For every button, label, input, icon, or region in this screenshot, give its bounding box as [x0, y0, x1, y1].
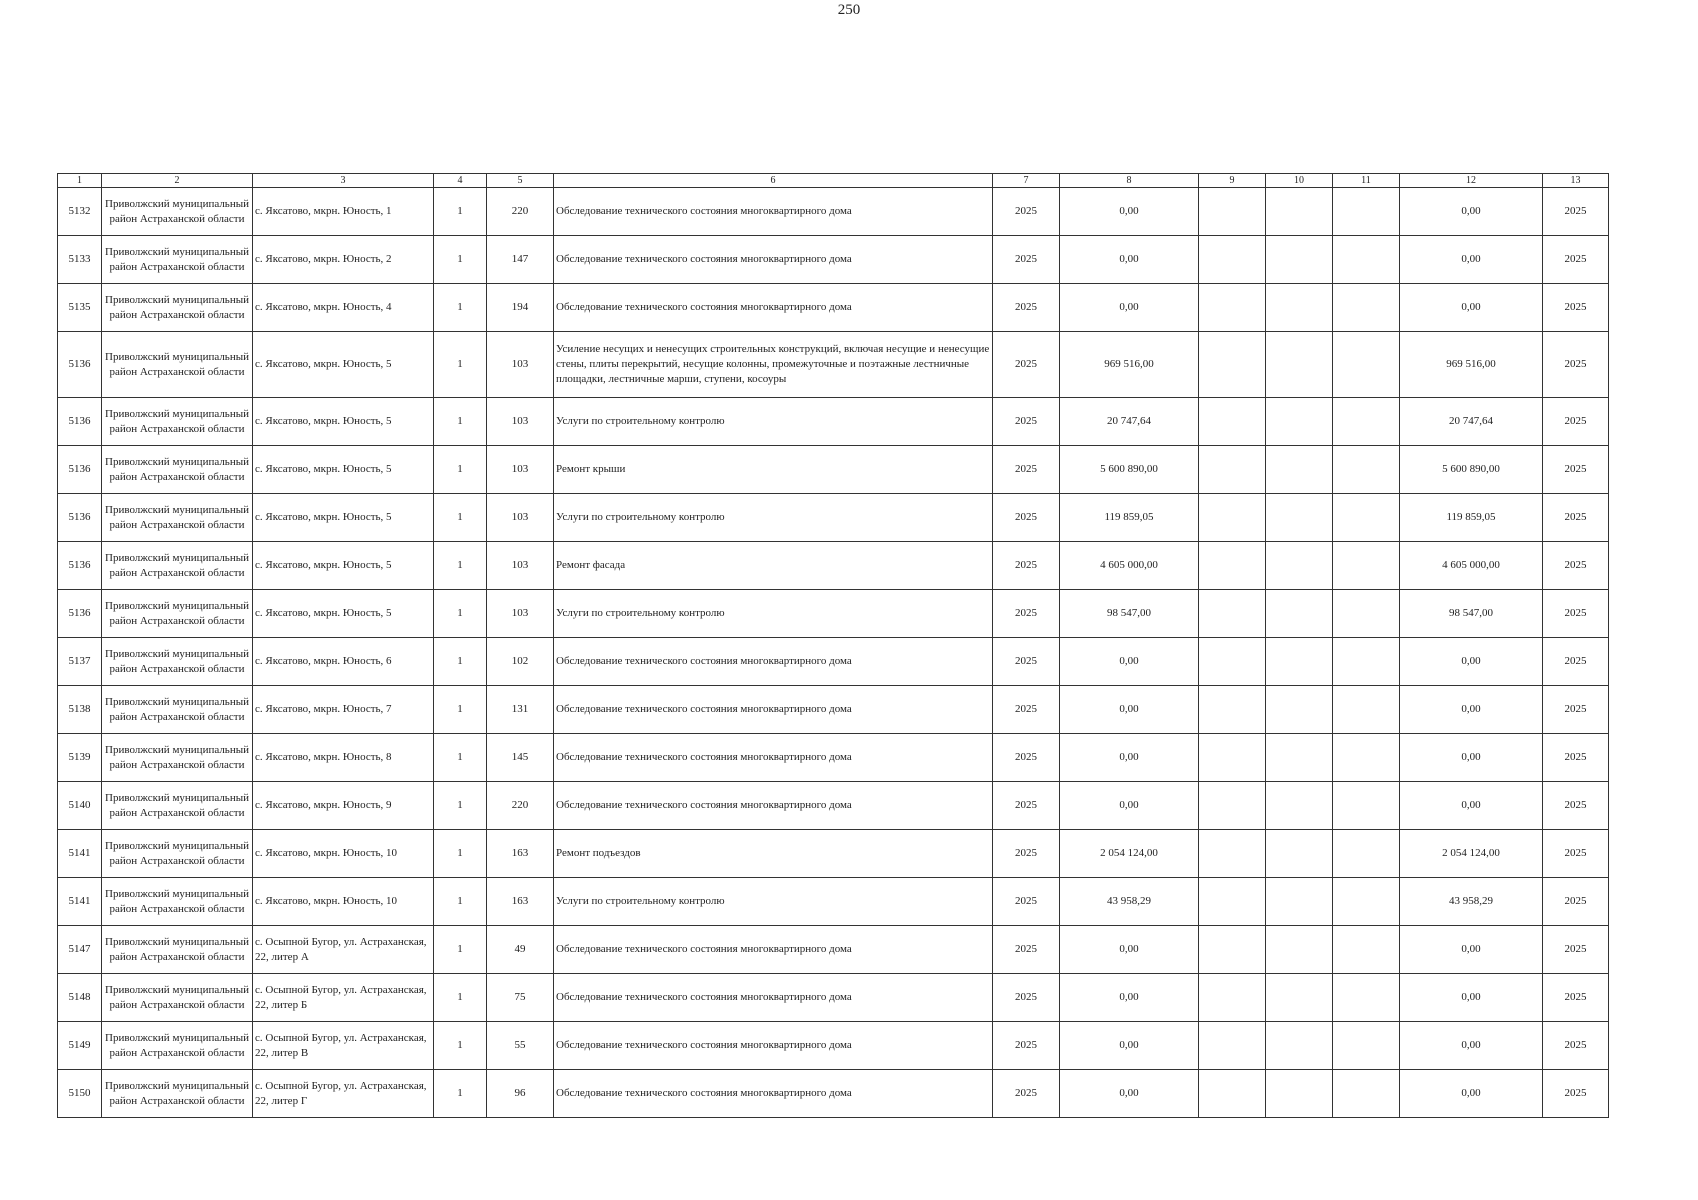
col9-cell [1199, 236, 1266, 284]
work-type-cell: Услуги по строительному контролю [554, 494, 993, 542]
work-type-cell: Обследование технического состояния многоквартирного дома [554, 284, 993, 332]
table-row [58, 638, 1609, 686]
work-type-cell: Обследование технического состояния многоквартирного дома [554, 926, 993, 974]
address-cell: с. Осыпной Бугор, ул. Астраханская, 22, литер А [253, 926, 434, 974]
column-header: 9 [1199, 174, 1266, 188]
record-id-cell: 5136 [58, 398, 102, 446]
col4-cell: 1 [434, 236, 487, 284]
year-cell: 2025 [993, 590, 1060, 638]
record-id-cell: 5150 [58, 1070, 102, 1118]
work-type-cell: Обследование технического состояния многоквартирного дома [554, 188, 993, 236]
municipality-cell: Приволжский муниципальный район Астраханской области [102, 236, 253, 284]
col10-cell [1266, 446, 1333, 494]
col11-cell [1333, 1022, 1400, 1070]
cost-cell: 0,00 [1060, 236, 1199, 284]
municipality-cell: Приволжский муниципальный район Астраханской области [102, 188, 253, 236]
col11-cell [1333, 686, 1400, 734]
year-cell: 2025 [993, 1022, 1060, 1070]
col5-cell: 96 [487, 1070, 554, 1118]
municipality-cell: Приволжский муниципальный район Астраханской области [102, 1022, 253, 1070]
cost-cell: 969 516,00 [1060, 332, 1199, 398]
year-cell: 2025 [993, 188, 1060, 236]
municipality-cell: Приволжский муниципальный район Астраханской области [102, 284, 253, 332]
year-cell: 2025 [993, 782, 1060, 830]
year-cell: 2025 [993, 734, 1060, 782]
col10-cell [1266, 638, 1333, 686]
table-row [58, 398, 1609, 446]
col4-cell: 1 [434, 638, 487, 686]
municipality-cell: Приволжский муниципальный район Астраханской области [102, 398, 253, 446]
year-cell: 2025 [993, 332, 1060, 398]
year-cell: 2025 [993, 542, 1060, 590]
record-id-cell: 5133 [58, 236, 102, 284]
table-row [58, 782, 1609, 830]
record-id-cell: 5148 [58, 974, 102, 1022]
cost-cell: 5 600 890,00 [1060, 446, 1199, 494]
cost-cell: 20 747,64 [1060, 398, 1199, 446]
col9-cell [1199, 686, 1266, 734]
col10-cell [1266, 782, 1333, 830]
amount-cell: 0,00 [1400, 1070, 1543, 1118]
amount-cell: 0,00 [1400, 686, 1543, 734]
cost-cell: 0,00 [1060, 734, 1199, 782]
completion-year-cell: 2025 [1543, 494, 1609, 542]
cost-cell: 0,00 [1060, 782, 1199, 830]
table-row [58, 974, 1609, 1022]
address-cell: с. Яксатово, мкрн. Юность, 5 [253, 494, 434, 542]
municipality-cell: Приволжский муниципальный район Астраханской области [102, 542, 253, 590]
record-id-cell: 5136 [58, 494, 102, 542]
amount-cell: 5 600 890,00 [1400, 446, 1543, 494]
col11-cell [1333, 590, 1400, 638]
cost-cell: 0,00 [1060, 188, 1199, 236]
municipality-cell: Приволжский муниципальный район Астраханской области [102, 686, 253, 734]
record-id-cell: 5140 [58, 782, 102, 830]
amount-cell: 0,00 [1400, 188, 1543, 236]
col4-cell: 1 [434, 332, 487, 398]
address-cell: с. Яксатово, мкрн. Юность, 8 [253, 734, 434, 782]
table-row [58, 590, 1609, 638]
completion-year-cell: 2025 [1543, 236, 1609, 284]
col9-cell [1199, 188, 1266, 236]
col4-cell: 1 [434, 974, 487, 1022]
work-type-cell: Обследование технического состояния многоквартирного дома [554, 974, 993, 1022]
record-id-cell: 5147 [58, 926, 102, 974]
col10-cell [1266, 974, 1333, 1022]
col5-cell: 102 [487, 638, 554, 686]
cost-cell: 119 859,05 [1060, 494, 1199, 542]
work-type-cell: Ремонт подъездов [554, 830, 993, 878]
address-cell: с. Яксатово, мкрн. Юность, 2 [253, 236, 434, 284]
col5-cell: 147 [487, 236, 554, 284]
col10-cell [1266, 188, 1333, 236]
amount-cell: 0,00 [1400, 782, 1543, 830]
work-type-cell: Ремонт крыши [554, 446, 993, 494]
year-cell: 2025 [993, 638, 1060, 686]
record-id-cell: 5138 [58, 686, 102, 734]
amount-cell: 0,00 [1400, 974, 1543, 1022]
address-cell: с. Осыпной Бугор, ул. Астраханская, 22, литер В [253, 1022, 434, 1070]
table-row [58, 1022, 1609, 1070]
completion-year-cell: 2025 [1543, 1070, 1609, 1118]
column-header: 12 [1400, 174, 1543, 188]
municipality-cell: Приволжский муниципальный район Астраханской области [102, 332, 253, 398]
col10-cell [1266, 542, 1333, 590]
municipality-cell: Приволжский муниципальный район Астраханской области [102, 446, 253, 494]
completion-year-cell: 2025 [1543, 446, 1609, 494]
table-row [58, 1070, 1609, 1118]
table-row [58, 188, 1609, 236]
col11-cell [1333, 398, 1400, 446]
page-number: 250 [837, 2, 861, 18]
col9-cell [1199, 446, 1266, 494]
col11-cell [1333, 878, 1400, 926]
completion-year-cell: 2025 [1543, 188, 1609, 236]
completion-year-cell: 2025 [1543, 332, 1609, 398]
completion-year-cell: 2025 [1543, 734, 1609, 782]
col4-cell: 1 [434, 398, 487, 446]
address-cell: с. Яксатово, мкрн. Юность, 5 [253, 542, 434, 590]
col5-cell: 220 [487, 188, 554, 236]
amount-cell: 0,00 [1400, 236, 1543, 284]
record-id-cell: 5141 [58, 878, 102, 926]
col9-cell [1199, 590, 1266, 638]
amount-cell: 119 859,05 [1400, 494, 1543, 542]
amount-cell: 0,00 [1400, 1022, 1543, 1070]
work-type-cell: Услуги по строительному контролю [554, 878, 993, 926]
table-row [58, 926, 1609, 974]
col9-cell [1199, 974, 1266, 1022]
col5-cell: 194 [487, 284, 554, 332]
col11-cell [1333, 734, 1400, 782]
amount-cell: 0,00 [1400, 926, 1543, 974]
col4-cell: 1 [434, 734, 487, 782]
address-cell: с. Яксатово, мкрн. Юность, 5 [253, 398, 434, 446]
address-cell: с. Яксатово, мкрн. Юность, 7 [253, 686, 434, 734]
col11-cell [1333, 236, 1400, 284]
work-type-cell: Обследование технического состояния многоквартирного дома [554, 236, 993, 284]
address-cell: с. Яксатово, мкрн. Юность, 4 [253, 284, 434, 332]
col5-cell: 220 [487, 782, 554, 830]
table-row [58, 878, 1609, 926]
table-row [58, 236, 1609, 284]
col9-cell [1199, 1022, 1266, 1070]
cost-cell: 0,00 [1060, 686, 1199, 734]
address-cell: с. Яксатово, мкрн. Юность, 5 [253, 332, 434, 398]
column-header: 7 [993, 174, 1060, 188]
col5-cell: 103 [487, 398, 554, 446]
year-cell: 2025 [993, 236, 1060, 284]
col4-cell: 1 [434, 446, 487, 494]
amount-cell: 43 958,29 [1400, 878, 1543, 926]
completion-year-cell: 2025 [1543, 974, 1609, 1022]
table-body [58, 188, 1609, 1118]
completion-year-cell: 2025 [1543, 542, 1609, 590]
year-cell: 2025 [993, 1070, 1060, 1118]
col4-cell: 1 [434, 542, 487, 590]
col5-cell: 103 [487, 542, 554, 590]
cost-cell: 0,00 [1060, 284, 1199, 332]
completion-year-cell: 2025 [1543, 590, 1609, 638]
col5-cell: 145 [487, 734, 554, 782]
column-header: 11 [1333, 174, 1400, 188]
cost-cell: 4 605 000,00 [1060, 542, 1199, 590]
year-cell: 2025 [993, 446, 1060, 494]
record-id-cell: 5136 [58, 332, 102, 398]
col11-cell [1333, 638, 1400, 686]
col11-cell [1333, 188, 1400, 236]
municipality-cell: Приволжский муниципальный район Астраханской области [102, 638, 253, 686]
col4-cell: 1 [434, 1022, 487, 1070]
municipality-cell: Приволжский муниципальный район Астраханской области [102, 830, 253, 878]
work-type-cell: Усиление несущих и ненесущих строительных конструкций, включая несущие и ненесущие стены, плиты перекрытий, несущие колонны, промежуточные и поэтажные лестничные площадки, лестничные марши, ступени, косоуры [554, 332, 993, 398]
col9-cell [1199, 398, 1266, 446]
col5-cell: 103 [487, 590, 554, 638]
col11-cell [1333, 830, 1400, 878]
amount-cell: 20 747,64 [1400, 398, 1543, 446]
municipality-cell: Приволжский муниципальный район Астраханской области [102, 590, 253, 638]
municipality-cell: Приволжский муниципальный район Астраханской области [102, 782, 253, 830]
address-cell: с. Яксатово, мкрн. Юность, 10 [253, 878, 434, 926]
col10-cell [1266, 284, 1333, 332]
work-type-cell: Обследование технического состояния многоквартирного дома [554, 1070, 993, 1118]
record-id-cell: 5139 [58, 734, 102, 782]
col5-cell: 75 [487, 974, 554, 1022]
work-type-cell: Обследование технического состояния многоквартирного дома [554, 1022, 993, 1070]
col9-cell [1199, 782, 1266, 830]
col5-cell: 103 [487, 332, 554, 398]
cost-cell: 0,00 [1060, 974, 1199, 1022]
work-type-cell: Услуги по строительному контролю [554, 590, 993, 638]
col9-cell [1199, 284, 1266, 332]
cost-cell: 0,00 [1060, 1070, 1199, 1118]
col11-cell [1333, 926, 1400, 974]
work-type-cell: Услуги по строительному контролю [554, 398, 993, 446]
col9-cell [1199, 878, 1266, 926]
column-header: 4 [434, 174, 487, 188]
completion-year-cell: 2025 [1543, 638, 1609, 686]
municipality-cell: Приволжский муниципальный район Астраханской области [102, 734, 253, 782]
column-number-row [58, 174, 1609, 188]
amount-cell: 969 516,00 [1400, 332, 1543, 398]
address-cell: с. Яксатово, мкрн. Юность, 5 [253, 446, 434, 494]
col9-cell [1199, 638, 1266, 686]
col10-cell [1266, 332, 1333, 398]
column-header: 3 [253, 174, 434, 188]
record-id-cell: 5137 [58, 638, 102, 686]
col9-cell [1199, 926, 1266, 974]
column-header: 6 [554, 174, 993, 188]
completion-year-cell: 2025 [1543, 830, 1609, 878]
year-cell: 2025 [993, 830, 1060, 878]
table-row [58, 446, 1609, 494]
amount-cell: 2 054 124,00 [1400, 830, 1543, 878]
col4-cell: 1 [434, 686, 487, 734]
municipality-cell: Приволжский муниципальный район Астраханской области [102, 878, 253, 926]
completion-year-cell: 2025 [1543, 1022, 1609, 1070]
col9-cell [1199, 830, 1266, 878]
col11-cell [1333, 332, 1400, 398]
col10-cell [1266, 398, 1333, 446]
col10-cell [1266, 830, 1333, 878]
amount-cell: 0,00 [1400, 638, 1543, 686]
col5-cell: 103 [487, 446, 554, 494]
record-id-cell: 5149 [58, 1022, 102, 1070]
cost-cell: 0,00 [1060, 638, 1199, 686]
record-id-cell: 5136 [58, 542, 102, 590]
municipality-cell: Приволжский муниципальный район Астраханской области [102, 926, 253, 974]
cost-cell: 2 054 124,00 [1060, 830, 1199, 878]
completion-year-cell: 2025 [1543, 926, 1609, 974]
cost-cell: 98 547,00 [1060, 590, 1199, 638]
year-cell: 2025 [993, 878, 1060, 926]
cost-cell: 0,00 [1060, 926, 1199, 974]
completion-year-cell: 2025 [1543, 878, 1609, 926]
col11-cell [1333, 1070, 1400, 1118]
col10-cell [1266, 494, 1333, 542]
work-type-cell: Обследование технического состояния многоквартирного дома [554, 734, 993, 782]
municipality-cell: Приволжский муниципальный район Астраханской области [102, 974, 253, 1022]
col4-cell: 1 [434, 1070, 487, 1118]
col5-cell: 163 [487, 878, 554, 926]
year-cell: 2025 [993, 686, 1060, 734]
col4-cell: 1 [434, 590, 487, 638]
col11-cell [1333, 974, 1400, 1022]
work-type-cell: Обследование технического состояния многоквартирного дома [554, 638, 993, 686]
completion-year-cell: 2025 [1543, 686, 1609, 734]
column-header: 8 [1060, 174, 1199, 188]
work-type-cell: Обследование технического состояния многоквартирного дома [554, 686, 993, 734]
col5-cell: 163 [487, 830, 554, 878]
year-cell: 2025 [993, 974, 1060, 1022]
year-cell: 2025 [993, 494, 1060, 542]
col10-cell [1266, 590, 1333, 638]
address-cell: с. Яксатово, мкрн. Юность, 9 [253, 782, 434, 830]
col4-cell: 1 [434, 494, 487, 542]
col9-cell [1199, 542, 1266, 590]
col10-cell [1266, 734, 1333, 782]
amount-cell: 0,00 [1400, 284, 1543, 332]
address-cell: с. Яксатово, мкрн. Юность, 6 [253, 638, 434, 686]
address-cell: с. Осыпной Бугор, ул. Астраханская, 22, литер Б [253, 974, 434, 1022]
completion-year-cell: 2025 [1543, 398, 1609, 446]
table-row [58, 686, 1609, 734]
cost-cell: 43 958,29 [1060, 878, 1199, 926]
col5-cell: 55 [487, 1022, 554, 1070]
year-cell: 2025 [993, 926, 1060, 974]
address-cell: с. Осыпной Бугор, ул. Астраханская, 22, литер Г [253, 1070, 434, 1118]
col10-cell [1266, 878, 1333, 926]
col11-cell [1333, 782, 1400, 830]
column-header: 10 [1266, 174, 1333, 188]
year-cell: 2025 [993, 284, 1060, 332]
column-header: 1 [58, 174, 102, 188]
table-row [58, 734, 1609, 782]
column-header: 2 [102, 174, 253, 188]
table-row [58, 494, 1609, 542]
col11-cell [1333, 542, 1400, 590]
record-id-cell: 5136 [58, 446, 102, 494]
col4-cell: 1 [434, 188, 487, 236]
col4-cell: 1 [434, 782, 487, 830]
col4-cell: 1 [434, 284, 487, 332]
col11-cell [1333, 446, 1400, 494]
col4-cell: 1 [434, 926, 487, 974]
record-id-cell: 5135 [58, 284, 102, 332]
year-cell: 2025 [993, 398, 1060, 446]
completion-year-cell: 2025 [1543, 284, 1609, 332]
address-cell: с. Яксатово, мкрн. Юность, 10 [253, 830, 434, 878]
cost-cell: 0,00 [1060, 1022, 1199, 1070]
table-row [58, 542, 1609, 590]
col9-cell [1199, 1070, 1266, 1118]
col10-cell [1266, 236, 1333, 284]
col9-cell [1199, 494, 1266, 542]
table-row [58, 830, 1609, 878]
col5-cell: 131 [487, 686, 554, 734]
municipality-cell: Приволжский муниципальный район Астраханской области [102, 494, 253, 542]
address-cell: с. Яксатово, мкрн. Юность, 1 [253, 188, 434, 236]
municipality-cell: Приволжский муниципальный район Астраханской области [102, 1070, 253, 1118]
col10-cell [1266, 686, 1333, 734]
col9-cell [1199, 734, 1266, 782]
col11-cell [1333, 284, 1400, 332]
table-row [58, 332, 1609, 398]
table-row [58, 284, 1609, 332]
col4-cell: 1 [434, 878, 487, 926]
completion-year-cell: 2025 [1543, 782, 1609, 830]
column-header: 13 [1543, 174, 1609, 188]
address-cell: с. Яксатово, мкрн. Юность, 5 [253, 590, 434, 638]
col9-cell [1199, 332, 1266, 398]
record-id-cell: 5141 [58, 830, 102, 878]
col10-cell [1266, 1022, 1333, 1070]
column-header: 5 [487, 174, 554, 188]
work-type-cell: Ремонт фасада [554, 542, 993, 590]
amount-cell: 4 605 000,00 [1400, 542, 1543, 590]
col5-cell: 49 [487, 926, 554, 974]
amount-cell: 0,00 [1400, 734, 1543, 782]
amount-cell: 98 547,00 [1400, 590, 1543, 638]
repair-register-table [57, 173, 1609, 1118]
col10-cell [1266, 1070, 1333, 1118]
record-id-cell: 5136 [58, 590, 102, 638]
col10-cell [1266, 926, 1333, 974]
col5-cell: 103 [487, 494, 554, 542]
col11-cell [1333, 494, 1400, 542]
record-id-cell: 5132 [58, 188, 102, 236]
col4-cell: 1 [434, 830, 487, 878]
work-type-cell: Обследование технического состояния многоквартирного дома [554, 782, 993, 830]
